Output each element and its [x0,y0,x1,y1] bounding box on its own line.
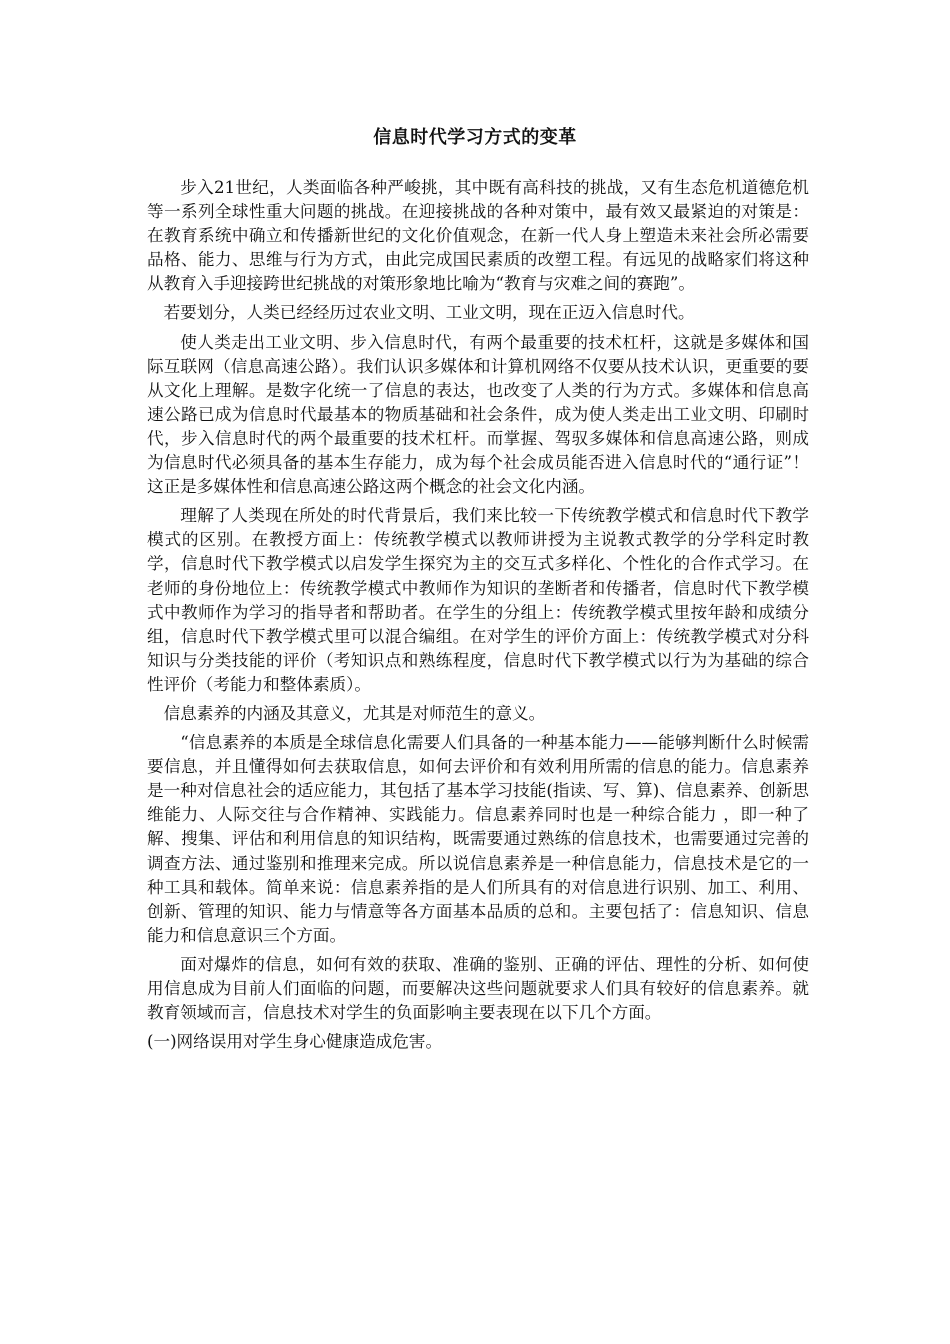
paragraph-information-explosion: 面对爆炸的信息，如何有效的获取、准确的鉴别、正确的评估、理性的分析、如何使用信息成为目前人们面临的问题，而要解决这些问题就要求人们具有较好的信息素养。就教育领域而言，信息技术对学生的负面影响主要表现在以下几个方面。 [147,954,809,1023]
paragraph-technology-levers: 使人类走出工业文明、步入信息时代，有两个最重要的技术杠杆，这就是多媒体和国际互联网（信息高速公路）。我们认识多媒体和计算机网络不仅要从技术认识，更重要的要从文化上理解。是数字化统一了信息的表达，也改变了人类的行为方式。多媒体和信息高速公路已成为信息时代最基本的物质基础和社会条件，成为使人类走出工业文明、印刷时代，步入信息时代的两个最重要的技术杠杆。而掌握、驾驭多媒体和信息高速公路，则成为信息时代必须具备的基本生存能力，成为每个社会成员能否进入信息时代的“通行证”！这正是多媒体性和信息高速公路这两个概念的社会文化内涵。 [147,332,809,497]
paragraph-teaching-models: 理解了人类现在所处的时代背景后，我们来比较一下传统教学模式和信息时代下教学模式的区别。在教授方面上：传统教学模式以教师讲授为主说教式教学的分学科定时教学，信息时代下教学模式以启发学生探究为主的交互式多样化、个性化的合作式学习。在老师的身份地位上：传统教学模式中教师作为知识的垄断者和传播者，信息时代下教学模式中教师作为学习的指导者和帮助者。在学生的分组上：传统教学模式里按年龄和成绩分组，信息时代下教学模式里可以混合编组。在对学生的评价方面上：传统教学模式对分科知识与分类技能的评价（考知识点和熟练程度，信息时代下教学模式以行为为基础的综合性评价（考能力和整体素质）。 [147,506,809,694]
paragraph-literacy-definition: “信息素养的本质是全球信息化需要人们具备的一种基本能力——能够判断什么时候需要信息，并且懂得如何去获取信息，如何去评价和有效利用所需的信息的能力。信息素养是一种对信息社会的适应能力，其包括了基本学习技能(指读、写、算)、信息素养、创新思维能力、人际交往与合作精神、实践能力。信息素养同时也是一种综合能力 ，即一种了解、搜集、评估和利用信息的知识结构，既需要通过熟练的信息技术，也需要通过完善的调查方法、通过鉴别和推理来完成。所以说信息素养是一种信息能力，信息技术是它的一种工具和载体。简单来说：信息素养指的是人们所具有的对信息进行识别、加工、利用、创新、管理的知识、能力与情意等各方面基本品质的总和。主要包括了：信息知识、信息能力和信息意识三个方面。 [147,733,809,945]
paragraph-literacy-heading: 信息素养的内涵及其意义，尤其是对师范生的意义。 [163,703,546,723]
paragraph-civilization: 若要划分，人类已经经历过农业文明、工业文明，现在正迈入信息时代。 [163,303,695,323]
document-title: 信息时代学习方式的变革 [373,127,577,148]
document-body [147,176,809,1059]
paragraph-section-heading: (一)网络误用对学生身心健康造成危害。 [147,1032,443,1052]
paragraph-intro: 步入21世纪，人类面临各种严峻挑，其中既有高科技的挑战，又有生态危机道德危机等一系列全球性重大问题的挑战。在迎接挑战的各种对策中，最有效又最紧迫的对策是：在教育系统中确立和传播新世纪的文化价值观念，在新一代人身上塑造未来社会所必需要品格、能力、思维与行为方式，由此完成国民素质的改塑工程。有远见的战略家们将这种从教育入手迎接跨世纪挑战的对策形象地比喻为“教育与灾难之间的赛跑”。 [147,178,809,294]
